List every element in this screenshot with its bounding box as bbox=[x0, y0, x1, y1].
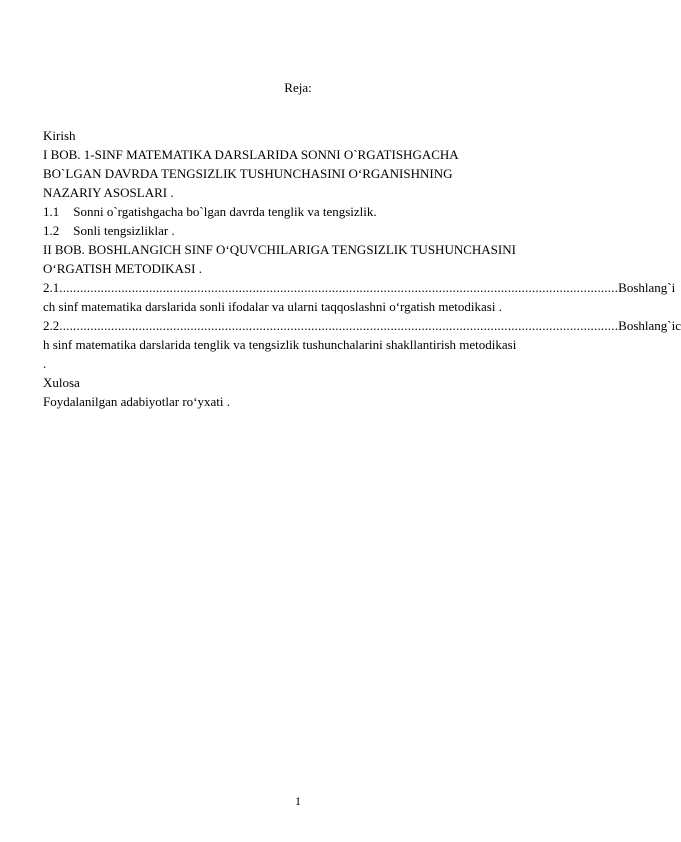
toc-references: Foydalanilgan adabiyotlar ro‘yxati . bbox=[43, 394, 231, 409]
toc-section-2-1 bbox=[43, 278, 676, 297]
toc-section-1-1 bbox=[43, 202, 563, 221]
page-title: Reja: bbox=[284, 80, 312, 95]
toc-conclusion: Xulosa bbox=[43, 375, 80, 390]
table-of-contents bbox=[43, 126, 681, 411]
section-title-start: Boshlang`i bbox=[618, 280, 676, 295]
toc-chapter2-line1: II BOB. BOSHLANGICH SINF O‘QUVCHILARIGA TENGSIZLIK TUSHUNCHASINI bbox=[43, 242, 516, 257]
toc-section-1-2 bbox=[43, 221, 563, 240]
toc-intro: Kirish bbox=[43, 128, 76, 143]
toc-section-2-2-continued: h sinf matematika darslarida tenglik va tengsizlik tushunchalarini shakllantirish metodikasi bbox=[43, 337, 517, 352]
toc-chapter1-line1: I BOB. 1-SINF MATEMATIKA DARSLARIDA SONNI O`RGATISHGACHA bbox=[43, 147, 459, 162]
section-number: 1.1 bbox=[43, 204, 60, 219]
section-number: 2.1 bbox=[43, 280, 60, 295]
toc-chapter1-line2: BO`LGAN DAVRDA TENGSIZLIK TUSHUNCHASINI O‘RGANISHNING bbox=[43, 166, 453, 181]
page-number: 1 bbox=[295, 794, 301, 808]
dot-leader: .................................................................................................................................................................. bbox=[59, 280, 619, 295]
toc-chapter1-line3: NAZARIY ASOSLARI . bbox=[43, 185, 174, 200]
toc-section-2-1-continued: ch sinf matematika darslarida sonli ifodalar va ularni taqqoslashni o‘rgatish metodikasi . bbox=[43, 299, 502, 314]
section-number: 1.2 bbox=[43, 223, 60, 238]
toc-chapter2-line2: O‘RGATISH METODIKASI . bbox=[43, 261, 203, 276]
section-title: Sonli tengsizliklar . bbox=[73, 223, 175, 238]
dot-leader: .................................................................................................................................................................. bbox=[59, 318, 619, 333]
section-title: Sonni o`rgatishgacha bo`lgan davrda tenglik va tengsizlik. bbox=[73, 204, 377, 219]
toc-section-2-2-end: . bbox=[43, 356, 47, 371]
section-number: 2.2 bbox=[43, 318, 60, 333]
section-title-start: Boshlang`ic bbox=[618, 318, 681, 333]
toc-section-2-2 bbox=[43, 316, 681, 335]
